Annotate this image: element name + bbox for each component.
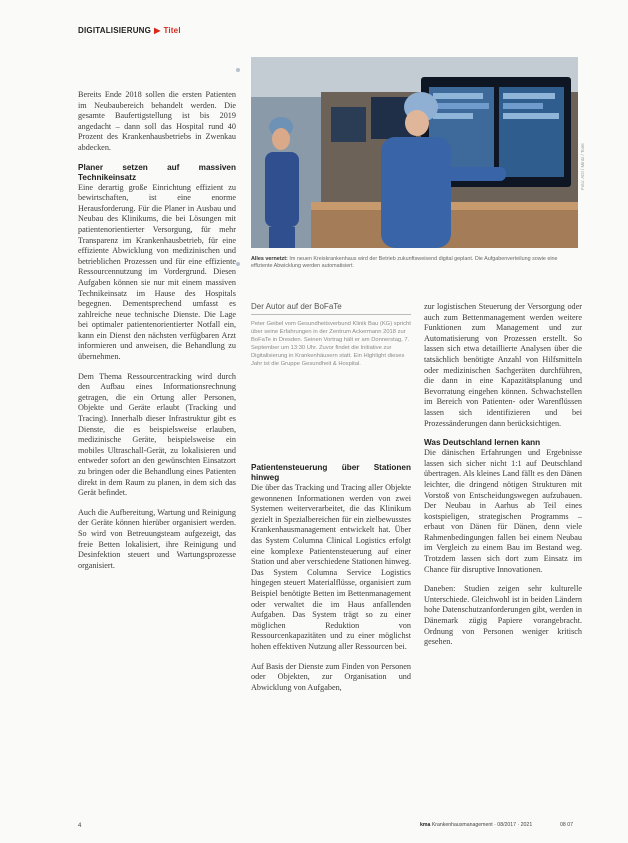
paragraph: Daneben: Studien zeigen sehr kulturelle Unterschiede. Gleichwohl ist in beiden Ländern hohe Datenschutzanforderungen gibt, werden in Dänemark zügig Papiere vorangebracht. Ordnung von Personen weniger kritisch gesehen.: [424, 584, 582, 647]
magazine-issue: Krankenhausmanagement · 08/2017 · 2021: [431, 822, 533, 828]
section-label: DIGITALISIERUNG: [78, 26, 152, 35]
article-column-2: [251, 463, 411, 702]
page-number: 4: [78, 823, 82, 829]
box-text: Peter Geibel vom Gesundheitsverbund Klinik Bau (KG) spricht über seine Erfahrungen in der Zentrum Ackermann 2018 zur BoFaTe in Dresden. Seinen Vortrag hält er am Donnerstag, 7. September um 13:30 Uhr. Zuvor findet die Initiative zur Digitalisierung in Krankenhäusern statt. Ein Highlight dieses Jahr ist die Gruppe Gesundheit & Hospital.: [251, 321, 411, 367]
magazine-footer: [420, 822, 532, 828]
paragraph: Dem Thema Ressourcentracking wird durch den Aufbau eines Informationsrechnung getragen, die ein Ortung aller Personen, Objekte und Geräte erlaubt (Tracking und Tracing). Innerhalb dieser Infrastruktur gibt es Dienste, die es beispielsweise erlauben, medizinische Geräte, beispielsweise ein mobiles Ultraschall-Gerät, zu lokalisieren und entweder sofort an den gewünschten Einsatzort zu bringen oder die Behandlung eines Patienten direkt in dem Raum zu planen, in dem sich das Gerät befindet.: [78, 371, 236, 498]
arrow-right-icon: ▶: [154, 26, 161, 35]
decoration-dot-icon: [236, 262, 240, 266]
section-header: [78, 26, 181, 35]
paragraph: Die über das Tracking und Tracing aller Objekte gewonnenen Informationen werden von zwei Systemen weiterverarbeitet, die das Klinikum gezielt in Spezialbereichen für ein zielbewusstes Krankenhausmanagement entwickelt hat. Über das System Columna Clinical Logistics erfolgt eine komplexe Patientensteuerung auf einer Station und aber verschiedene Stationen hinweg. Das System Columna Service Logistics hingegen steuert Materialflüsse, organisiert zum Beispiel benötigte Betten im Bettenmanagement oder verwaltet die im Haus anfallenden Aufgaben. Das System trägt so zu einer möglichen Reduktion von Ressourcenkapazitäten und zu einer möglichst hohen effektiven Nutzung aller Ressourcen bei.: [251, 483, 411, 651]
photo-caption: [251, 256, 578, 270]
paragraph: zur logistischen Steuerung der Versorgung oder auch zum Bettenmanagement werden weitere Funktionen zum Management und zur Automatisierung von Prozessen erstellt. So lassen sich etwa detaillierte Analysen über die tatsächlich benötigte Anzahl von Hilfsmitteln oder medizinischen Sachgeräten durchführen, die dann in eine Kapazitätsplanung und Bevorratung eingehen können. Schwachstellen im Bereich von Patienten- oder Warenflüssen lassen sich identifizieren und bei Prozessänderungen dann berücksichtigen.: [424, 302, 582, 428]
magazine-brand: kma: [420, 822, 431, 828]
paragraph: Auf Basis der Dienste zum Finden von Personen oder Objekten, zur Organisation und Abwicklung von Aufgaben,: [251, 661, 411, 692]
caption-text: Im neuen Kreiskrankenhaus wird der Betrieb zukunftsweisend digital geplant. Die Aufgabenverteilung sowie eine effiziente Abwicklung werden automatisiert.: [251, 256, 558, 269]
article-column-1: [78, 90, 236, 580]
article-column-3: [424, 302, 582, 657]
subheading: Planer setzen auf massiven Technikeinsatz: [78, 162, 236, 182]
paragraph: Auch die Aufbereitung, Wartung und Reinigung der Geräte können hierüber organisiert werden. So wird von Betreuungsteam aufgezeigt, das freie Betten lokalisiert, ihre Reinigung und Desinfektion steuert und Wartungsprozesse organisiert.: [78, 507, 236, 570]
paragraph: Die dänischen Erfahrungen und Ergebnisse lassen sich sicher nicht 1:1 auf Deutschland übertragen. Als kleines Land fällt es den Dänen leichter, die dringend nötigen Strukturen mit Vorstoß von Entscheidungswegen aufzubauen. Der Neubau in Aarhus ab Teil eines kostspieligen, strategischen Programms – erbaut von Dänen für Dänen, denn viele Rahmenbedingungen fallen bei einem Neubau im Vergleich zu einem Bau im Bestand weg. Trotzdem lassen sich dort zum Einsatz im Chance für disruptive Innovationen.: [424, 448, 582, 574]
caption-lead: Alles vernetzt:: [251, 256, 288, 262]
paragraph: Eine derartig große Einrichtung effizient zu bewirtschaften, ist eine enorme Herausforderung. Für die Planer in Ausbau und Neubau des Klinikums, die bei Lösungen mit patientenorientierter Versorgung, für mehr Transparenz im Krankenhausbetrieb, für eine effiziente Abwicklung von medizinischen und betrieblichen Prozessen und für eine effiziente Ressourcennutzung im Vordergrund. Diesen Aufgaben können sie nur mit einem massiven Technikeinsatz im Hause des Hospitals begegnen. Dementsprechend umfasst es zahlreiche neue technische Dienste. Die Lage bei optimaler patientenorientierter Notfall ein, kann ein Dienst den nächsten verfügbaren Arzt informieren und anweisen, die Behandlung zu übernehmen.: [78, 182, 236, 362]
box-title: Der Autor auf der BoFaTe: [251, 302, 411, 315]
subheading: Patientensteuerung über Stationen hinweg: [251, 463, 411, 482]
photo-credit: Foto: ADI / Mintz / Tomt: [580, 143, 585, 190]
subsection-label: Titel: [163, 26, 181, 35]
footer-right-number: 08 07: [560, 822, 573, 828]
subheading: Was Deutschland lernen kann: [424, 438, 541, 448]
decoration-dot-icon: [236, 68, 240, 72]
paragraph: Bereits Ende 2018 sollen die ersten Patienten im Neubaubereich behandelt werden. Die gesamte Baufertigstellung ist bis 2019 angedacht – dann soll das Hospital rund 40 Prozent des Krankenhausbetriebs in Zwenkau abdecken.: [78, 90, 236, 152]
article-photo: [251, 57, 578, 248]
author-info-box: [251, 302, 411, 368]
